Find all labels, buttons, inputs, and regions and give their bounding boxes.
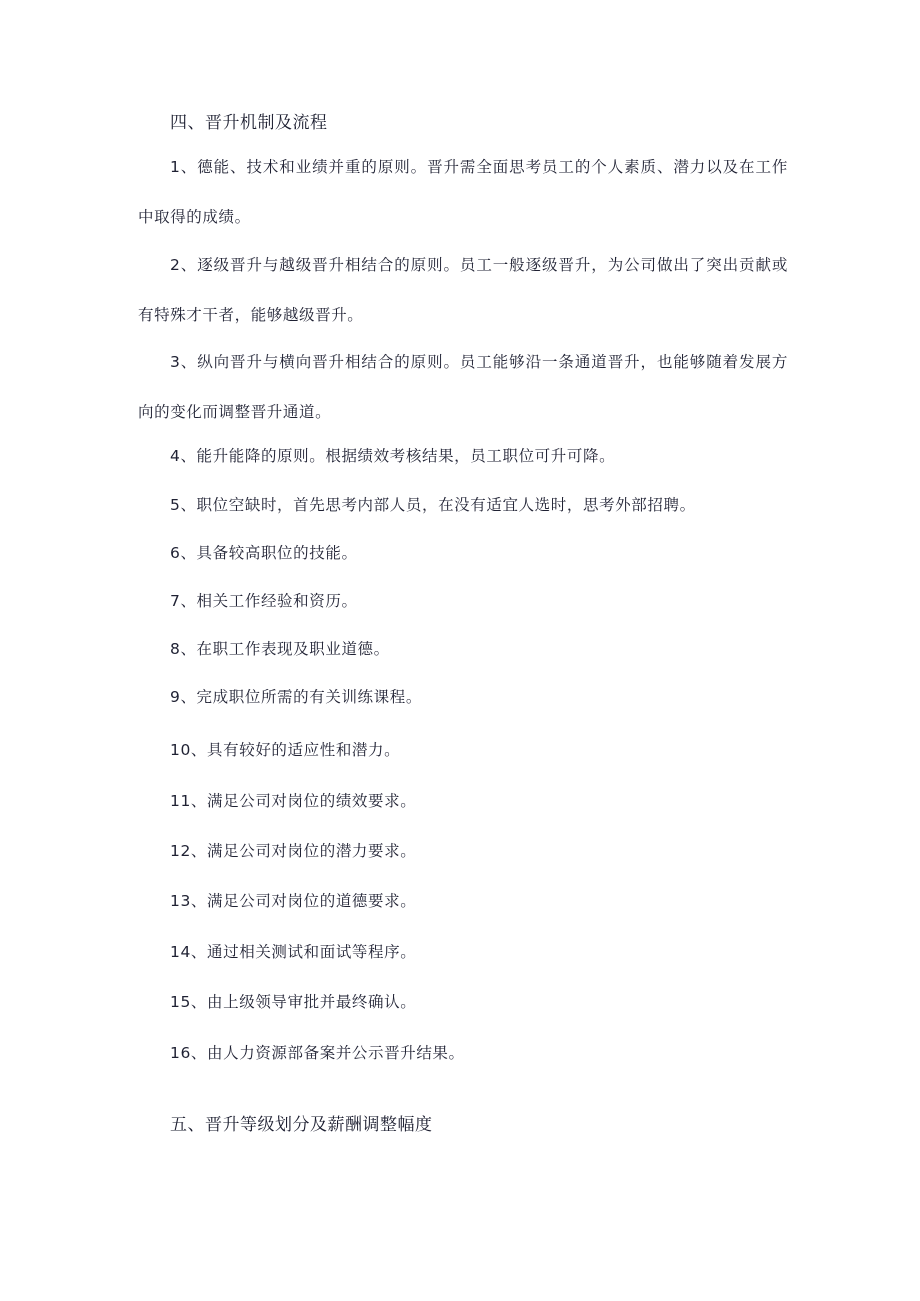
list-item-12: 12、满足公司对岗位的潜力要求。 — [170, 842, 417, 860]
list-item-13: 13、满足公司对岗位的道德要求。 — [170, 892, 417, 910]
list-item-7: 7、相关工作经验和资历。 — [170, 592, 358, 610]
list-item-16: 16、由人力资源部备案并公示晋升结果。 — [170, 1044, 465, 1062]
list-item-11: 11、满足公司对岗位的绩效要求。 — [170, 792, 417, 810]
list-item-6: 6、具备较高职位的技能。 — [170, 544, 358, 562]
paragraph-3: 3、纵向晋升与横向晋升相结合的原则。员工能够沿一条通道晋升，也能够随着发展方向的变化而调整晋升通道。 — [138, 353, 788, 421]
list-item-15: 15、由上级领导审批并最终确认。 — [170, 993, 417, 1011]
section-4-heading: 四、晋升机制及流程 — [170, 113, 328, 133]
paragraph-1: 1、德能、技术和业绩并重的原则。晋升需全面思考员工的个人素质、潜力以及在工作中取得的成绩。 — [138, 158, 788, 226]
list-item-4: 4、能升能降的原则。根据绩效考核结果，员工职位可升可降。 — [170, 447, 616, 465]
list-item-10: 10、具有较好的适应性和潜力。 — [170, 741, 401, 759]
paragraph-2: 2、逐级晋升与越级晋升相结合的原则。员工一般逐级晋升，为公司做出了突出贡献或有特殊才干者，能够越级晋升。 — [138, 256, 788, 324]
list-item-9: 9、完成职位所需的有关训练课程。 — [170, 688, 422, 706]
list-item-14: 14、通过相关测试和面试等程序。 — [170, 943, 417, 961]
list-item-5: 5、职位空缺时，首先思考内部人员，在没有适宜人选时，思考外部招聘。 — [170, 496, 696, 514]
list-item-8: 8、在职工作表现及职业道德。 — [170, 640, 390, 658]
section-5-heading: 五、晋升等级划分及薪酬调整幅度 — [170, 1115, 433, 1135]
